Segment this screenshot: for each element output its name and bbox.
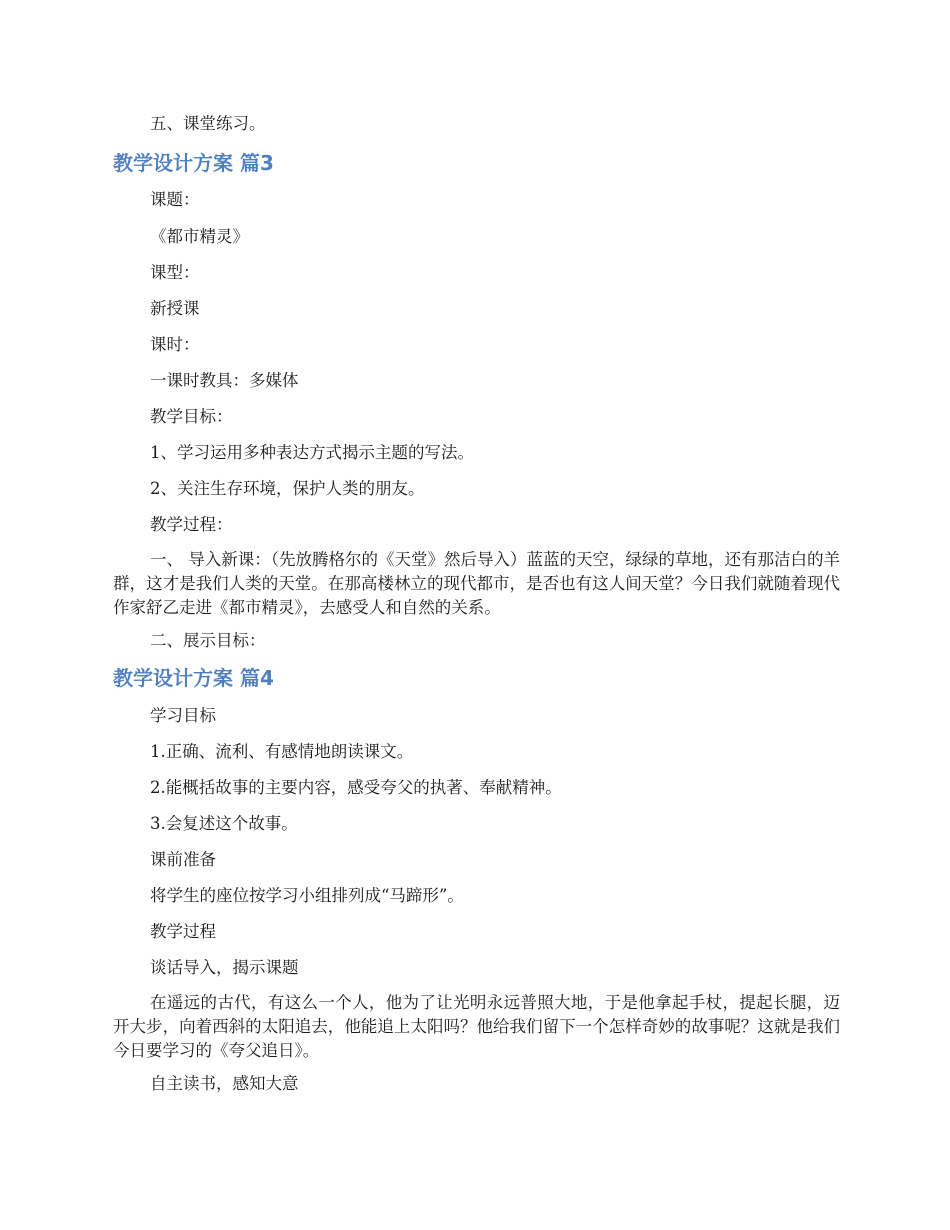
paragraph: 自主读书，感知大意 [150,1074,299,1093]
paragraph: 2、关注生存环境，保护人类的朋友。 [150,479,425,498]
paragraph: 教学目标： [150,407,233,426]
paragraph: 1.正确、流利、有感情地朗读课文。 [150,742,414,761]
paragraph: 谈话导入，揭示课题 [150,958,299,977]
paragraph: 课型： [150,263,200,282]
paragraph: 将学生的座位按学习小组排列成“马蹄形”。 [150,886,464,905]
paragraph: 教学过程： [150,515,233,534]
paragraph: 学习目标 [150,706,216,725]
paragraph: 课时： [150,335,200,354]
section-heading: 教学设计方案 篇3 [113,151,274,175]
section-heading: 教学设计方案 篇4 [113,666,274,690]
paragraph: 《都市精灵》 [150,227,249,246]
paragraph: 五、课堂练习。 [150,114,266,133]
paragraph: 一、 导入新课：（先放腾格尔的《天堂》然后导入）蓝蓝的天空，绿绿的草地，还有那洁白的羊群，这才是我们人类的天堂。在那高楼林立的现代都市，是否也有这人间天堂？今日我们就随着现代作家舒乙走进《都市精灵》，去感受人和自然的关系。 [113,550,840,617]
paragraph: 二、展示目标： [150,631,266,650]
paragraph: 课题： [150,190,200,209]
paragraph: 在遥远的古代，有这么一个人，他为了让光明永远普照大地，于是他拿起手杖，提起长腿，迈开大步，向着西斜的太阳追去，他能追上太阳吗？他给我们留下一个怎样奇妙的故事呢？这就是我们今日要学习的《夸父追日》。 [113,993,840,1060]
paragraph: 3.会复述这个故事。 [150,814,298,833]
paragraph: 1、学习运用多种表达方式揭示主题的写法。 [150,443,474,462]
paragraph: 新授课 [150,299,200,318]
paragraph: 一课时教具：多媒体 [150,371,299,390]
paragraph: 教学过程 [150,922,216,941]
paragraph: 课前准备 [150,850,216,869]
paragraph: 2.能概括故事的主要内容，感受夸父的执著、奉献精神。 [150,778,562,797]
